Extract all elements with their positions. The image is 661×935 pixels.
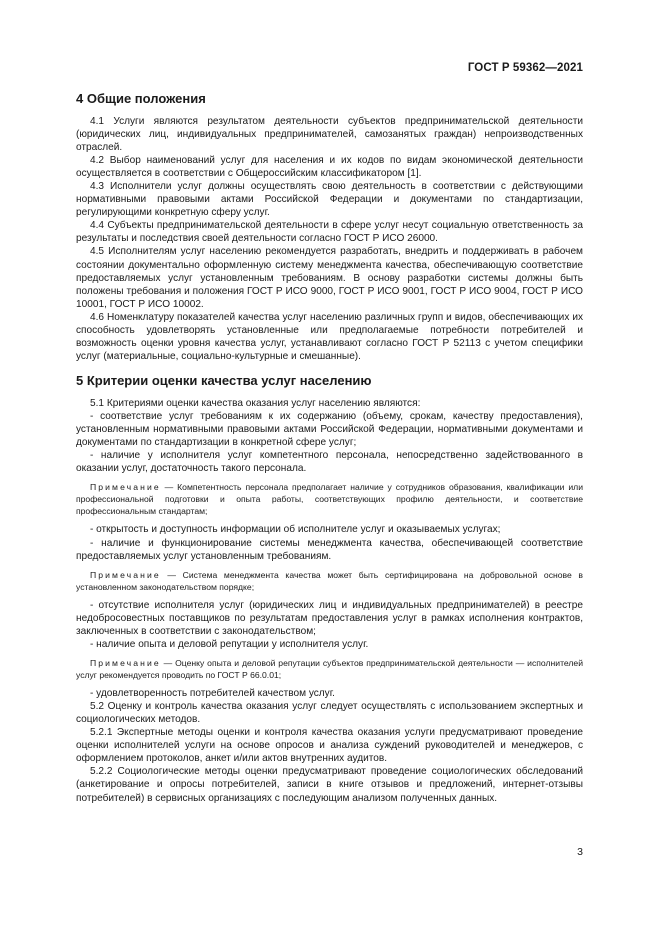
paragraph-4-6: 4.6 Номенклатуру показателей качества услуг населению различных групп и видов, обеспечивающих их способность удовлетворять установленные или предполагаемые потребности потребителей и возможность оценки уровня качества услуг, устанавливают согласно ГОСТ Р 52113 с учетом специфики услуг (материальные, социально-культурные и смешанные). <box>76 311 583 362</box>
paragraph-5-2: 5.2 Оценку и контроль качества оказания услуг следует осуществлять с использованием экспертных и социологических методов. <box>76 701 583 726</box>
paragraph-5-2-1: 5.2.1 Экспертные методы оценки и контроля качества оказания услуги предусматривают проведение оценки исполнителей услуги на основе опросов и анализа суждений руководителей и менеджеров, с оформлением протоколов, анкет и/или актов внутренних аудитов. <box>76 727 583 765</box>
paragraph-4-5: 4.5 Исполнителям услуг населению рекомендуется разработать, внедрить и поддерживать в рабочем состоянии документально оформленную систему менеджмента качества, обеспечивающую соответствие предоставляемых услуг установленным требованиям. В основу разработки системы должны быть положены требования и положения ГОСТ Р ИСО 9000, ГОСТ Р ИСО 9001, ГОСТ Р ИСО 9004, ГОСТ Р ИСО 10001, ГОСТ Р ИСО 10002. <box>76 246 583 310</box>
section-5-heading: 5 Критерии оценки качества услуг населению <box>76 372 372 388</box>
list-item: - наличие у исполнителя услуг компетентного персонала, непосредственно задействованного в оказании услуг, достаточность такого персонала. <box>76 450 583 475</box>
list-item: - удовлетворенность потребителей качеством услуг. <box>90 688 335 700</box>
note-label: Примечание <box>90 569 161 580</box>
page-number: 3 <box>577 846 583 858</box>
note-text: — Оценку опыта и деловой репутации субъектов предпринимательской деятельности — исполнителей услуг рекомендуется проводить по ГОСТ Р 66.0.01; <box>76 657 583 681</box>
note-label: Примечание <box>90 482 161 493</box>
note-block <box>76 657 583 681</box>
document-code: ГОСТ Р 59362—2021 <box>467 62 583 74</box>
page-content <box>76 88 583 805</box>
paragraph-4-4: 4.4 Субъекты предпринимательской деятельности в сфере услуг несут социальную ответственность за результаты и последствия своей деятельности согласно ГОСТ Р ИСО 26000. <box>76 220 583 245</box>
paragraph-5-2-2: 5.2.2 Социологические методы оценки предусматривают проведение социологических обследований (анкетирование и опросы потребителей, записи в книге отзывов и предложений, интернет-отзывы потребителей) в сервисных организациях с последующим анализом полученных данных. <box>76 766 583 804</box>
paragraph-4-2: 4.2 Выбор наименований услуг для населения и их кодов по видам экономической деятельности осуществляется в соответствии с Общероссийским классификатором [1]. <box>76 155 583 180</box>
note-block <box>76 569 583 593</box>
list-item: - соответствие услуг требованиям к их содержанию (объему, срокам, качеству предоставления), установленным нормативными правовыми актами Российской Федерации, нормативными документами и документами по стандартизации в конкретной сфере услуг; <box>76 410 583 449</box>
paragraph-4-3: 4.3 Исполнители услуг должны осуществлять свою деятельность в соответствии с действующими нормативными правовыми актами Российской Федерации и документами по стандартизации, регулирующими конкретную сферу услуг. <box>76 181 583 219</box>
note-block <box>76 481 583 517</box>
list-item: - отсутствие исполнителя услуг (юридических лиц и индивидуальных предпринимателей) в реестре недобросовестных поставщиков по результатам предоставления услуг в рамках исполнения контрактов, заключенных в соответствии с законодательством; <box>76 599 583 637</box>
list-item: - наличие и функционирование системы менеджмента качества, обеспечивающей соответствие предоставляемых услуг установленным требованиям. <box>76 537 583 562</box>
paragraph-4-1: 4.1 Услуги являются результатом деятельности субъектов предпринимательской деятельности (юридических лиц, индивидуальных предпринимателей, самозанятых граждан) непроизводственных отраслей. <box>76 116 583 154</box>
note-label: Примечание <box>90 657 161 668</box>
section-4-heading: 4 Общие положения <box>76 91 206 106</box>
list-item: - наличие опыта и деловой репутации у исполнителя услуг. <box>90 638 369 650</box>
list-item: - открытость и доступность информации об исполнителе услуг и оказываемых услугах; <box>90 524 501 536</box>
note-text: — Компетентность персонала предполагает наличие у сотрудников образования, квалификации или профессиональной подготовки и опыта работы, соответствующих профилю деятельности, и соответствие профессиональным стандартам; <box>76 482 583 517</box>
paragraph-5-1: 5.1 Критериями оценки качества оказания услуг населению являются: <box>90 397 421 409</box>
note-text: — Система менеджмента качества может быть сертифицирована на добровольной основе в установленном законодательством порядке; <box>76 569 583 592</box>
